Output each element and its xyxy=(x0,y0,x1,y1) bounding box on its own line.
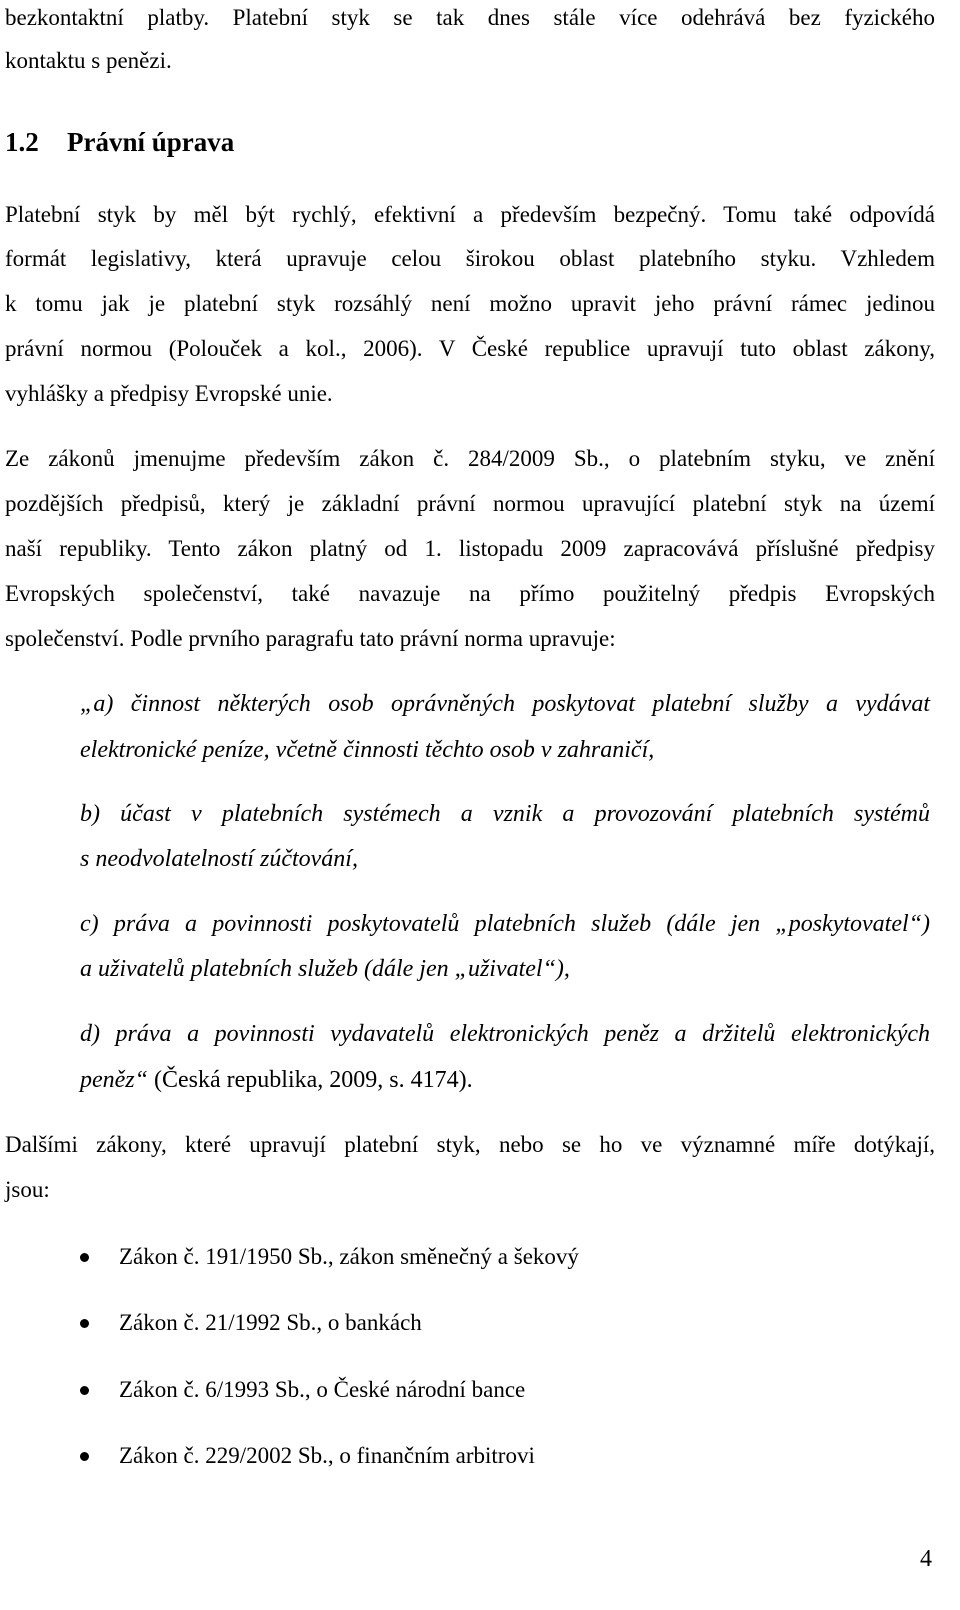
paragraph-line: pozdějších předpisů, který je základní právní normou upravující platební styk na území xyxy=(5,491,935,516)
paragraph-line: naší republiky. Tento zákon platný od 1. listopadu 2009 zapracovává příslušné předpisy xyxy=(5,536,935,561)
bullet-icon xyxy=(80,1319,89,1328)
quote-item-d: d) práva a povinnosti vydavatelů elektronických peněz a držitelů elektronických xyxy=(80,1021,930,1047)
quote-item-a: elektronické peníze, včetně činnosti těchto osob v zahraničí, xyxy=(80,737,655,763)
intro-text-line: kontaktu s penězi. xyxy=(5,48,172,73)
paragraph-line: formát legislativy, která upravuje celou širokou oblast platebního styku. Vzhledem xyxy=(5,246,935,271)
quote-item-c: a uživatelů platebních služeb (dále jen „uživatel“), xyxy=(80,956,570,982)
section-title: Právní úprava xyxy=(67,127,235,157)
bullet-icon xyxy=(80,1452,89,1461)
intro-text-line: bezkontaktní platby. Platební styk se tak dnes stále více odehrává bez fyzického xyxy=(5,5,935,30)
law-title: Zákon č. 191/1950 Sb., zákon směnečný a šekový xyxy=(119,1244,579,1269)
bullet-icon xyxy=(80,1253,89,1262)
paragraph-line: k tomu jak je platební styk rozsáhlý není možno upravit jeho právní rámec jedinou xyxy=(5,291,935,316)
quote-item-b: s neodvolatelností zúčtování, xyxy=(80,846,358,872)
quote-item-b: b) účast v platebních systémech a vznik a provozování platebních systémů xyxy=(80,801,930,827)
section-heading xyxy=(5,128,935,156)
law-title: Zákon č. 6/1993 Sb., o České národní bance xyxy=(119,1377,526,1402)
quote-item-c: c) práva a povinnosti poskytovatelů platebních služeb (dále jen „poskytovatel“) xyxy=(80,911,930,937)
paragraph-line: Dalšími zákony, které upravují platební styk, nebo se ho ve významné míře dotýkají, xyxy=(5,1132,935,1157)
paragraph-line: Ze zákonů jmenujme především zákon č. 284/2009 Sb., o platebním styku, ve znění xyxy=(5,446,935,471)
paragraph-line: vyhlášky a předpisy Evropské unie. xyxy=(5,381,333,406)
law-title: Zákon č. 229/2002 Sb., o finančním arbitrovi xyxy=(119,1443,535,1468)
law-title: Zákon č. 21/1992 Sb., o bankách xyxy=(119,1310,422,1335)
section-number: 1.2 xyxy=(5,127,39,157)
paragraph-line: Platební styk by měl být rychlý, efektivní a především bezpečný. Tomu také odpovídá xyxy=(5,202,935,227)
citation: (Česká republika, 2009, s. 4174). xyxy=(148,1067,473,1093)
quote-item-d xyxy=(80,1066,930,1094)
quote-end: peněz“ xyxy=(80,1067,148,1093)
paragraph-line: společenství. Podle prvního paragrafu tato právní norma upravuje: xyxy=(5,626,616,651)
paragraph-line: jsou: xyxy=(5,1177,50,1202)
bullet-icon xyxy=(80,1386,89,1395)
page-number: 4 xyxy=(920,1546,932,1572)
paragraph-line: Evropských společenství, také navazuje na přímo použitelný předpis Evropských xyxy=(5,581,935,606)
paragraph-line: právní normou (Polouček a kol., 2006). V České republice upravují tuto oblast zákony, xyxy=(5,336,935,361)
quote-item-a: „a) činnost některých osob oprávněných poskytovat platební služby a vydávat xyxy=(80,691,930,717)
